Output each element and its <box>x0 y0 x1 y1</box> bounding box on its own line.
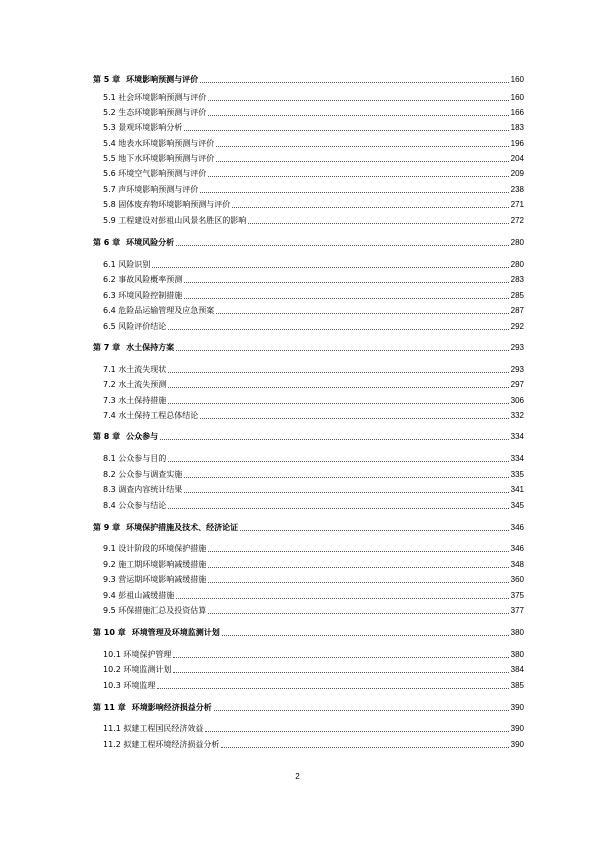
dot-leader <box>216 146 508 147</box>
toc-page-number: 380 <box>510 628 524 637</box>
toc-page-number: 272 <box>510 216 524 225</box>
chapter-number: 第 7 章 <box>93 343 121 352</box>
toc-chapter-heading <box>93 75 198 85</box>
dot-leader <box>184 130 508 131</box>
dot-leader <box>208 551 508 552</box>
toc-section-entry[interactable] <box>103 168 524 179</box>
page-number: 2 <box>295 772 300 781</box>
toc-page-number: 271 <box>510 200 524 209</box>
dot-leader <box>205 731 508 732</box>
toc-section-entry[interactable] <box>103 184 524 195</box>
chapter-title: 环境风险分析 <box>126 238 175 247</box>
toc-chapter-heading <box>93 343 174 353</box>
toc-section-entry[interactable] <box>103 664 524 675</box>
toc-chapter-entry[interactable] <box>93 342 524 353</box>
toc-section-entry[interactable] <box>103 364 524 375</box>
dot-leader <box>184 477 508 478</box>
toc-section-entry[interactable] <box>103 92 524 103</box>
toc-section-entry[interactable] <box>103 739 524 750</box>
toc-page-number: 341 <box>510 485 524 494</box>
toc-page-number: 209 <box>510 169 524 178</box>
section-title: 5.2 生态环境影响预测与评价 <box>103 108 207 117</box>
section-title: 5.1 社会环境影响预测与评价 <box>103 93 207 102</box>
dot-leader <box>168 508 508 509</box>
dot-leader <box>222 635 509 636</box>
toc-chapter-entry[interactable] <box>93 702 524 713</box>
toc-chapter-entry[interactable] <box>93 237 524 248</box>
toc-page-number: 384 <box>510 665 524 674</box>
toc-section-entry[interactable] <box>103 410 524 421</box>
toc-page-number: 280 <box>510 238 524 247</box>
dot-leader <box>184 492 508 493</box>
dot-leader <box>232 207 508 208</box>
dot-leader <box>208 115 508 116</box>
toc-chapter-heading <box>93 628 220 638</box>
toc-page-number: 297 <box>510 380 524 389</box>
toc-section-entry[interactable] <box>103 605 524 616</box>
dot-leader <box>176 598 508 599</box>
section-title: 6.2 事故风险概率预测 <box>103 275 183 284</box>
toc-page-number: 332 <box>510 411 524 420</box>
section-title: 6.1 风险识别 <box>103 260 151 269</box>
section-title: 6.3 环境风险控制措施 <box>103 291 183 300</box>
toc-chapter-entry[interactable] <box>93 74 524 85</box>
chapter-title: 环境影响预测与评价 <box>126 75 199 84</box>
toc-chapter-heading <box>93 523 238 533</box>
dot-leader <box>208 176 508 177</box>
toc-section-entry[interactable] <box>103 321 524 332</box>
section-title: 7.3 水土保持措施 <box>103 396 167 405</box>
section-title: 5.3 景观环境影响分析 <box>103 123 183 132</box>
section-title: 9.5 环保措施汇总及投资估算 <box>103 606 207 615</box>
toc-page-number: 346 <box>510 523 524 532</box>
dot-leader <box>208 567 508 568</box>
dot-leader <box>216 313 508 314</box>
toc-section-entry[interactable] <box>103 574 524 585</box>
dot-leader <box>168 329 508 330</box>
dot-leader <box>168 372 508 373</box>
toc-page-number: 280 <box>510 260 524 269</box>
toc-chapter-heading <box>93 238 174 248</box>
toc-chapter-entry[interactable] <box>93 627 524 638</box>
dot-leader <box>214 710 509 711</box>
dot-leader <box>184 282 508 283</box>
toc-page-number: 334 <box>510 454 524 463</box>
dot-leader <box>173 672 508 673</box>
toc-page-number: 292 <box>510 322 524 331</box>
toc-page-number: 390 <box>510 724 524 733</box>
toc-chapter-entry[interactable] <box>93 522 524 533</box>
toc-page-number: 375 <box>510 591 524 600</box>
toc-section-entry[interactable] <box>103 379 524 390</box>
toc-section-entry[interactable] <box>103 723 524 734</box>
toc-section-entry[interactable] <box>103 153 524 164</box>
dot-leader <box>240 530 509 531</box>
toc-section-entry[interactable] <box>103 500 524 511</box>
dot-leader <box>173 657 508 658</box>
toc-section-entry[interactable] <box>103 107 524 118</box>
chapter-number: 第 5 章 <box>93 75 121 84</box>
toc-page-number: 196 <box>510 139 524 148</box>
toc-page-number: 346 <box>510 544 524 553</box>
toc-page-number: 348 <box>510 560 524 569</box>
section-title: 5.5 地下水环境影响预测与评价 <box>103 154 215 163</box>
section-title: 7.4 水土保持工程总体结论 <box>103 411 199 420</box>
toc-page-number: 380 <box>510 650 524 659</box>
dot-leader <box>208 100 508 101</box>
toc-section-entry[interactable] <box>103 395 524 406</box>
section-title: 9.2 施工期环境影响减缓措施 <box>103 560 207 569</box>
toc-page-number: 183 <box>510 123 524 132</box>
section-title: 9.1 设计阶段的环境保护措施 <box>103 544 207 553</box>
dot-leader <box>176 350 509 351</box>
toc-page-number: 360 <box>510 575 524 584</box>
toc-page-number: 204 <box>510 154 524 163</box>
toc-page-number: 238 <box>510 185 524 194</box>
section-title: 5.7 声环境影响预测与评价 <box>103 185 199 194</box>
section-title: 7.2 水土流失预测 <box>103 380 167 389</box>
toc-section-entry[interactable] <box>103 543 524 554</box>
toc-section-entry[interactable] <box>103 680 524 691</box>
toc-page-number: 166 <box>510 108 524 117</box>
section-title: 10.2 环境监测计划 <box>103 665 172 674</box>
toc-page-number: 287 <box>510 306 524 315</box>
toc-section-entry[interactable] <box>103 453 524 464</box>
toc-page-number: 306 <box>510 396 524 405</box>
chapter-title: 环境保护措施及技术、经济论证 <box>126 523 239 532</box>
toc-section-entry[interactable] <box>103 590 524 601</box>
chapter-number: 第 6 章 <box>93 238 121 247</box>
dot-leader <box>160 439 509 440</box>
toc-page-number: 345 <box>510 501 524 510</box>
section-title: 11.2 拟建工程环境经济损益分析 <box>103 740 220 749</box>
dot-leader <box>248 223 508 224</box>
toc-page-number: 160 <box>510 75 524 84</box>
toc-page-number: 334 <box>510 432 524 441</box>
toc-section-entry[interactable] <box>103 649 524 660</box>
toc-section-entry[interactable] <box>103 259 524 270</box>
dot-leader <box>176 245 509 246</box>
toc-page-number: 335 <box>510 470 524 479</box>
section-title: 5.4 地表水环境影响预测与评价 <box>103 139 215 148</box>
toc-section-entry[interactable] <box>103 484 524 495</box>
dot-leader <box>200 418 508 419</box>
toc-section-entry[interactable] <box>103 559 524 570</box>
dot-leader <box>168 387 508 388</box>
section-title: 7.1 水土流失现状 <box>103 365 167 374</box>
toc-section-entry[interactable] <box>103 274 524 285</box>
toc-page-number: 293 <box>510 365 524 374</box>
section-title: 8.3 调查内容统计结果 <box>103 485 183 494</box>
chapter-title: 环境管理及环境监测计划 <box>131 628 220 637</box>
section-title: 8.1 公众参与目的 <box>103 454 167 463</box>
dot-leader <box>168 461 508 462</box>
toc-page-number: 285 <box>510 291 524 300</box>
toc-page-number: 390 <box>510 740 524 749</box>
toc-chapter-heading <box>93 432 158 442</box>
chapter-number: 第 9 章 <box>93 523 121 532</box>
dot-leader <box>184 298 508 299</box>
toc-page-number: 390 <box>510 703 524 712</box>
toc-page-number: 160 <box>510 93 524 102</box>
section-title: 6.4 危险品运输管理及应急预案 <box>103 306 215 315</box>
chapter-number: 第 11 章 <box>93 703 126 712</box>
chapter-title: 环境影响经济损益分析 <box>131 703 212 712</box>
section-title: 10.1 环境保护管理 <box>103 650 172 659</box>
section-title: 8.2 公众参与调查实施 <box>103 470 183 479</box>
dot-leader <box>221 747 508 748</box>
section-title: 9.3 营运期环境影响减缓措施 <box>103 575 207 584</box>
dot-leader <box>208 582 508 583</box>
section-title: 8.4 公众参与结论 <box>103 501 167 510</box>
chapter-number: 第 8 章 <box>93 432 121 441</box>
dot-leader <box>200 192 508 193</box>
toc-section-entry[interactable] <box>103 215 524 226</box>
dot-leader <box>216 161 508 162</box>
toc-page-number: 385 <box>510 681 524 690</box>
section-title: 5.9 工程建设对彭祖山风景名胜区的影响 <box>103 216 247 225</box>
chapter-title: 水土保持方案 <box>126 343 175 352</box>
section-title: 5.8 固体废弃物环境影响预测与评价 <box>103 200 231 209</box>
dot-leader <box>208 613 508 614</box>
section-title: 6.5 风险评价结论 <box>103 322 167 331</box>
toc-page-number: 293 <box>510 343 524 352</box>
dot-leader <box>152 267 508 268</box>
section-title: 10.3 环境监理 <box>103 681 156 690</box>
toc-chapter-entry[interactable] <box>93 431 524 442</box>
toc-section-entry[interactable] <box>103 469 524 480</box>
chapter-number: 第 10 章 <box>93 628 126 637</box>
section-title: 9.4 彭祖山减缓措施 <box>103 591 175 600</box>
dot-leader <box>157 688 508 689</box>
toc-section-entry[interactable] <box>103 305 524 316</box>
toc-section-entry[interactable] <box>103 122 524 133</box>
section-title: 11.1 拟建工程国民经济效益 <box>103 724 204 733</box>
dot-leader <box>168 403 508 404</box>
toc-section-entry[interactable] <box>103 138 524 149</box>
toc-section-entry[interactable] <box>103 199 524 210</box>
toc-page-number: 283 <box>510 275 524 284</box>
toc-section-entry[interactable] <box>103 290 524 301</box>
toc-chapter-heading <box>93 703 212 713</box>
toc-page-number: 377 <box>510 606 524 615</box>
chapter-title: 公众参与 <box>126 432 159 441</box>
section-title: 5.6 环境空气影响预测与评价 <box>103 169 207 178</box>
dot-leader <box>200 82 509 83</box>
